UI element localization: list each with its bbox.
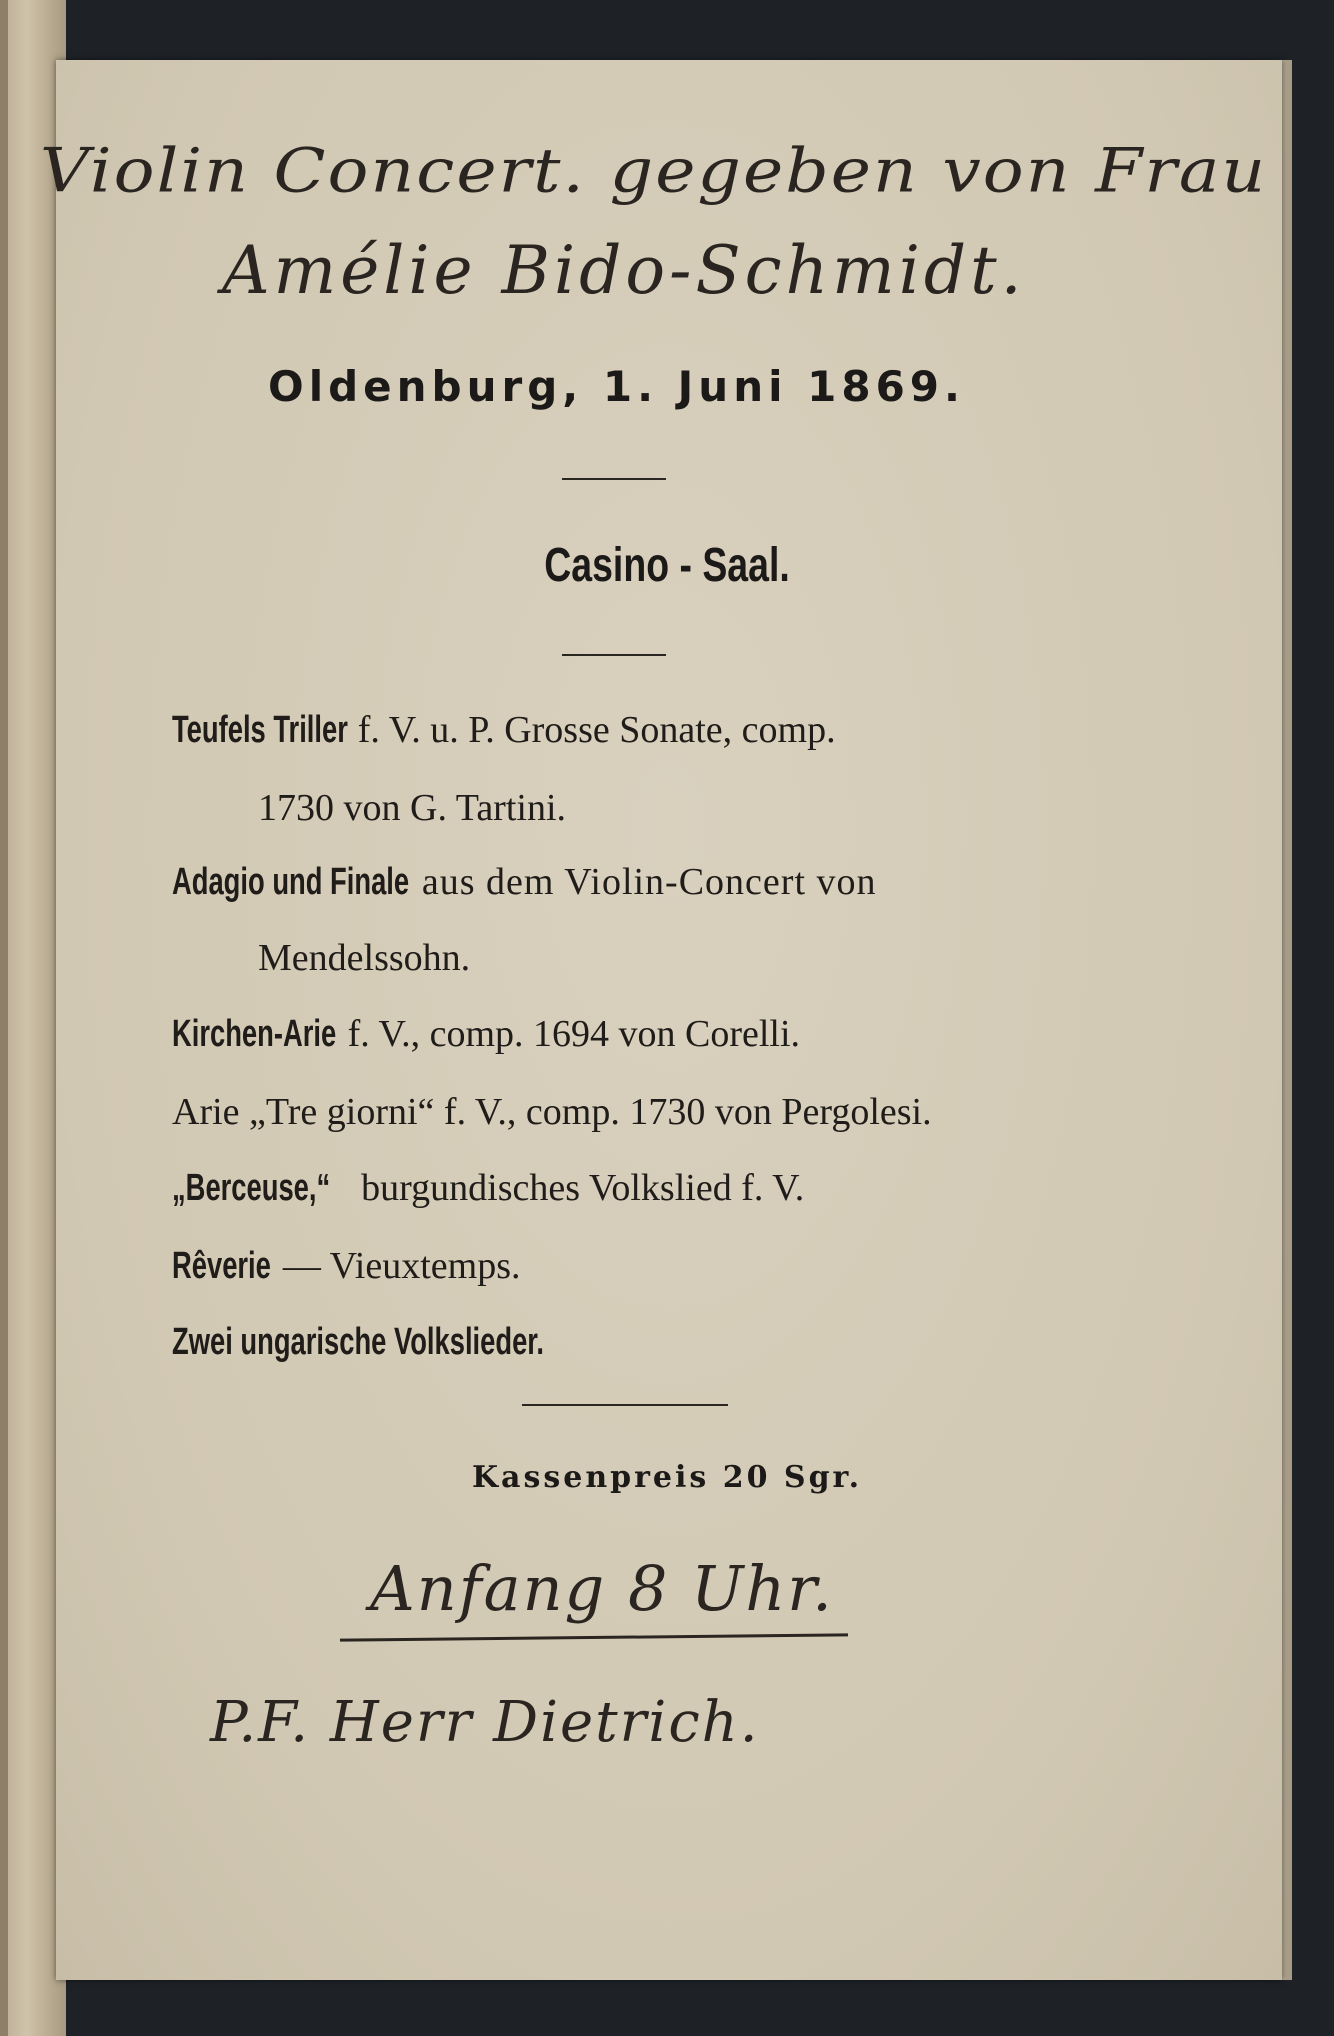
- handwritten-start-time: Anfang 8 Uhr.: [370, 1552, 834, 1625]
- programme-item: Zwei ungarische Volkslieder.: [172, 1321, 545, 1363]
- divider-rule: [562, 654, 666, 656]
- divider-rule: [562, 478, 666, 480]
- programme-item: Rêverie — Vieuxtemps.: [172, 1245, 521, 1287]
- programme-item: Teufels Triller f. V. u. P. Grosse Sonate, comp.: [172, 709, 836, 751]
- programme-item: „Berceuse,“ burgundisches Volkslied f. V.: [172, 1167, 805, 1209]
- programme-item: Adagio und Finale aus dem Violin-Concert von: [172, 861, 877, 903]
- programme-item-continuation: Mendelssohn.: [258, 937, 471, 979]
- place-date: Oldenburg, 1. Juni 1869.: [268, 362, 965, 411]
- programme-item: Kirchen-Arie f. V., comp. 1694 von Corelli.: [172, 1013, 801, 1055]
- handwritten-header-line2: Amélie Bido-Schmidt.: [222, 232, 1026, 309]
- handwritten-pianist: P.F. Herr Dietrich.: [210, 1690, 760, 1755]
- binding-edge: [0, 0, 8, 2036]
- handwritten-header-line1: Violin Concert. gegeben von Frau: [40, 135, 1268, 208]
- ticket-price: Kassenpreis 20 Sgr.: [471, 1460, 863, 1495]
- divider-rule: [522, 1404, 728, 1406]
- venue-title: Casino - Saal.: [544, 539, 790, 592]
- programme-item-continuation: 1730 von G. Tartini.: [258, 787, 567, 829]
- programme-item: Arie „Tre giorni“ f. V., comp. 1730 von Pergolesi.: [172, 1091, 932, 1133]
